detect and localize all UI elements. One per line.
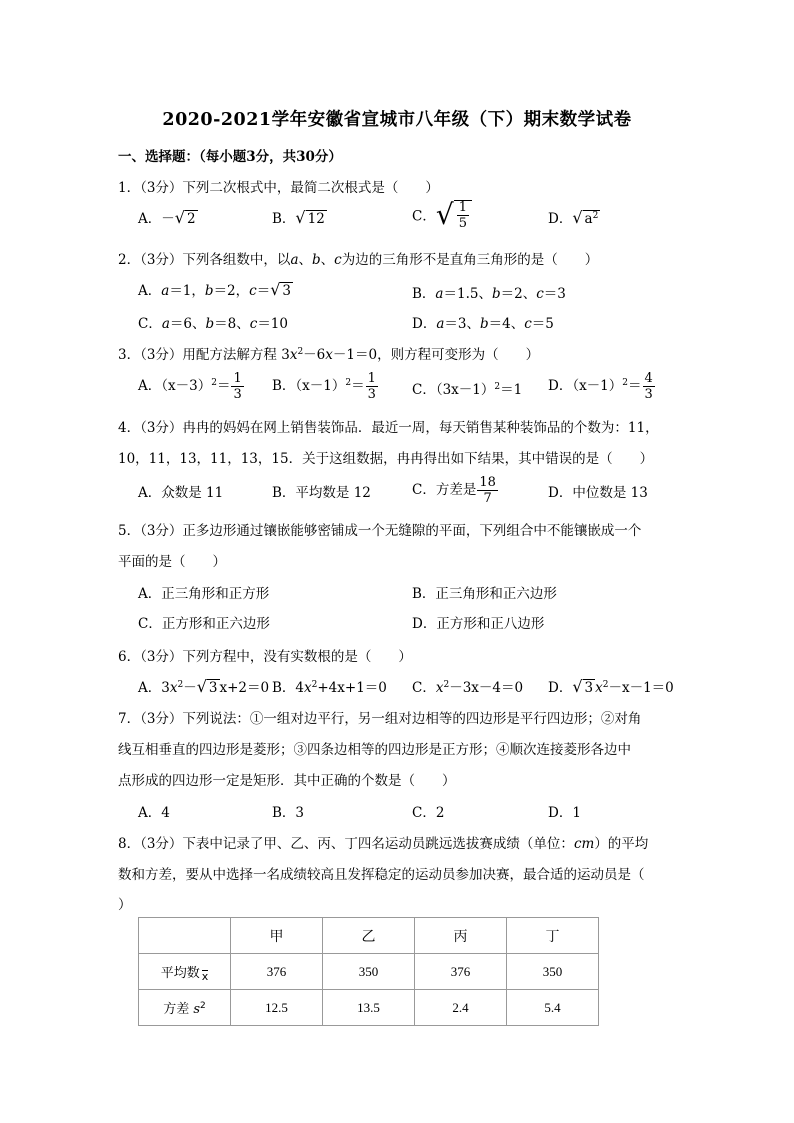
table-cell: 376 (415, 954, 507, 990)
q5-stem-line2: 平面的是（ ） (118, 554, 226, 570)
table-cell: 2.4 (415, 990, 507, 1026)
table-cell: 376 (231, 954, 323, 990)
table-cell: 350 (323, 954, 415, 990)
q7-option-c[interactable]: C．2 (412, 805, 445, 821)
table-cell: 12.5 (231, 990, 323, 1026)
q7-option-b[interactable]: B．3 (272, 805, 305, 821)
q4-stem-line1: 4．（3分）冉冉的妈妈在网上销售装饰品．最近一周，每天销售某种装饰品的个数为：11， (118, 420, 659, 436)
q3-option-d[interactable]: D．$(x-1)^2=$ $\frac{4}{3}$ (548, 371, 653, 402)
table-row (139, 954, 599, 990)
q4-option-b[interactable]: B．平均数是 12 (272, 485, 371, 501)
table-header-cell (139, 918, 231, 954)
table-cell: 13.5 (323, 990, 415, 1026)
q3-option-a[interactable]: A．$(x-3)^2=$ $\frac{1}{3}$ (138, 371, 242, 402)
q4-option-d[interactable]: D．中位数是 13 (548, 485, 648, 501)
q1-stem: 1．（3分）下列二次根式中，最简二次根式是（ ） (118, 180, 439, 196)
q8-stem-line3: ） (118, 897, 132, 913)
q5-option-b[interactable]: B．正三角形和正六边形 (412, 586, 557, 602)
q7-stem-line2: 线互相垂直的四边形是菱形；③四条边相等的四边形是正方形；④顺次连接菱形各边中 (118, 742, 631, 758)
q5-stem-line1: 5．（3分）正多边形通过镶嵌能够密铺成一个无缝隙的平面，下列组合中不能镶嵌成一个 (118, 523, 642, 539)
q1-option-c[interactable]: C．√ $\frac{1}{5}$ (412, 198, 472, 231)
section-heading: 一、选择题：（每小题3分，共30分） (118, 149, 342, 165)
q2-option-b[interactable]: B．a＝1.5、b＝2、c＝3 (412, 286, 566, 302)
athlete-results-table (138, 917, 599, 1026)
q5-option-d[interactable]: D．正方形和正八边形 (412, 616, 545, 632)
q7-stem-line3: 点形成的四边形一定是矩形．其中正确的个数是（ ） (118, 773, 456, 789)
q5-option-a[interactable]: A．正三角形和正方形 (138, 586, 270, 602)
q1-option-b[interactable]: B．√ 12 (272, 208, 325, 227)
q6-option-d[interactable]: D．√ 3 $x^2-x-1=0$ (548, 677, 674, 696)
table-header-row (139, 918, 599, 954)
q5-option-c[interactable]: C．正方形和正六边形 (138, 616, 270, 632)
q8-stem-line1: 8．（3分）下表中记录了甲、乙、丙、丁四名运动员跳远选拔赛成绩（单位：cm）的平均 (118, 836, 649, 852)
q6-option-a[interactable]: A．$3x^2-√$ 3 x+2＝0 (138, 677, 270, 696)
q3-option-b[interactable]: B．$(x-1)^2=$ $\frac{1}{3}$ (272, 371, 376, 402)
q4-stem-line2: 10，11，13，11，13，15．关于这组数据，冉冉得出如下结果，其中错误的是（ ） (118, 451, 654, 467)
q7-option-d[interactable]: D．1 (548, 805, 581, 821)
q1-option-d[interactable]: D．√ $a^2$ (548, 208, 599, 227)
table-row (139, 990, 599, 1026)
q4-option-a[interactable]: A．众数是 11 (138, 485, 224, 501)
q6-option-c[interactable]: C．$x^2-3x-4=0$ (412, 680, 524, 696)
table-header-cell: 丙 (415, 918, 507, 954)
q2-stem: 2．（3分）下列各组数中，以a、b、c为边的三角形不是直角三角形的是（ ） (118, 252, 599, 268)
q2-option-d[interactable]: D．a＝3、b＝4、c＝5 (412, 316, 554, 332)
table-cell: 5.4 (507, 990, 599, 1026)
page-title: 2020-2021学年安徽省宣城市八年级（下）期末数学试卷 (162, 110, 632, 130)
q3-stem: 3．（3分）用配方法解方程 $3x^2-6x-1=0$，则方程可变形为（ ） (118, 347, 540, 363)
q2-option-c[interactable]: C．a＝6、b＝8、c＝10 (138, 316, 288, 332)
table-cell: 350 (507, 954, 599, 990)
table-header-cell: 丁 (507, 918, 599, 954)
table-header-cell: 甲 (231, 918, 323, 954)
q1-option-a[interactable]: A．－√ 2 (138, 208, 196, 227)
q8-stem-line2: 数和方差，要从中选择一名成绩较高且发挥稳定的运动员参加决赛，最合适的运动员是（ (118, 867, 645, 883)
q6-stem: 6．（3分）下列方程中，没有实数根的是（ ） (118, 649, 412, 665)
q4-option-c[interactable]: C．方差是 $\frac{18}{7}$ (412, 475, 496, 506)
q2-option-a[interactable]: A．a＝1，b＝2，c＝√ 3 (138, 280, 292, 299)
q7-option-a[interactable]: A．4 (138, 805, 170, 821)
q6-option-b[interactable]: B．$4x^2+4x+1=0$ (272, 680, 387, 696)
row-label-mean: 平均数 x (139, 954, 231, 990)
row-label-variance: 方差 $s^2$ (139, 990, 231, 1026)
q3-option-c[interactable]: C．$(3x-1)^2=1$ (412, 382, 523, 398)
q7-stem-line1: 7．（3分）下列说法：①一组对边平行，另一组对边相等的四边形是平行四边形；②对角 (118, 711, 642, 727)
table-header-cell: 乙 (323, 918, 415, 954)
